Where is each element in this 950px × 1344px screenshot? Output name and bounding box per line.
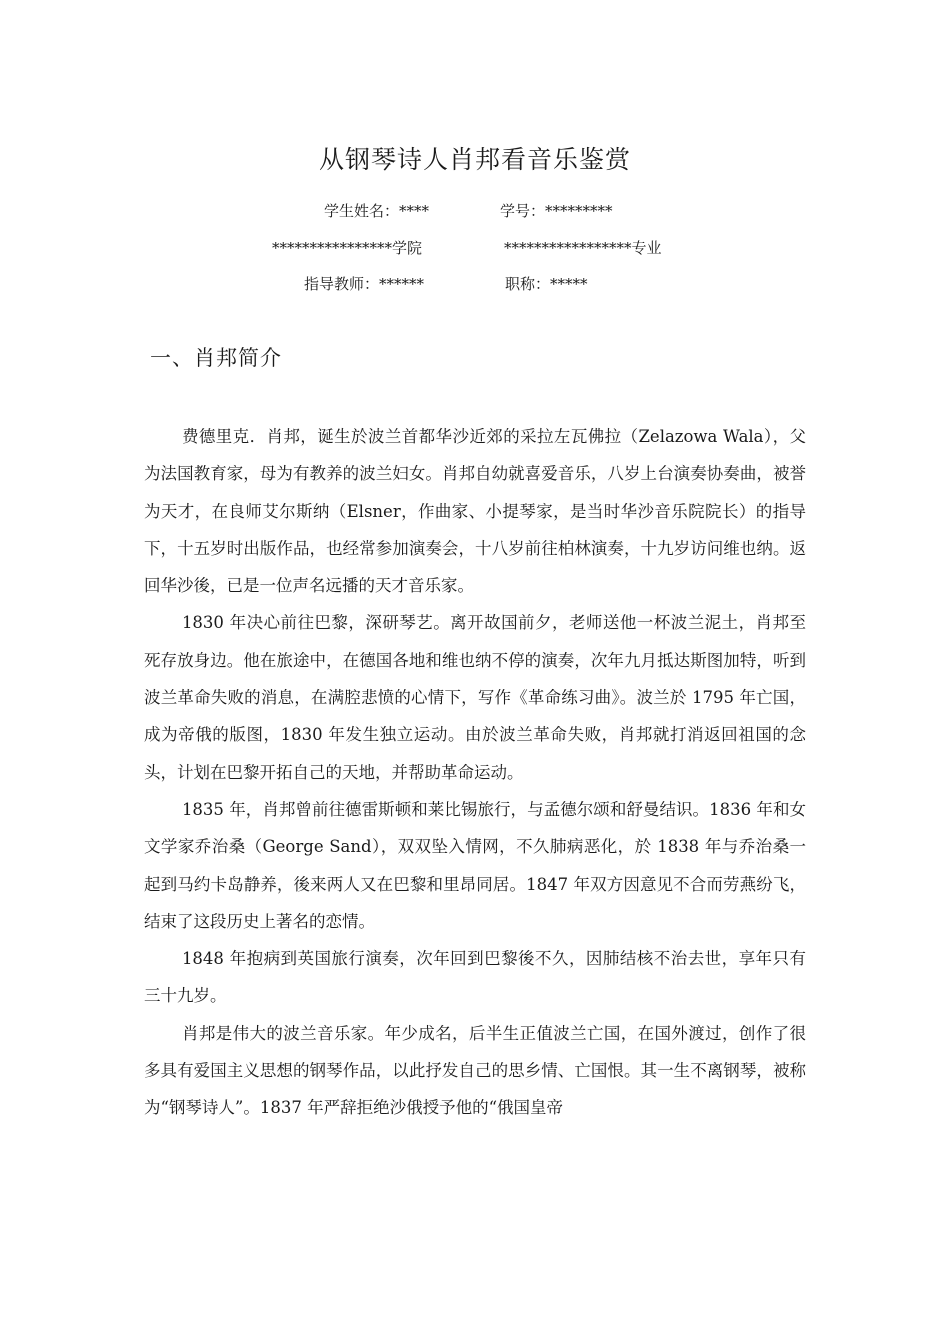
paragraph: 1848 年抱病到英国旅行演奏，次年回到巴黎後不久，因肺结核不治去世，享年只有三十九岁。 (144, 949, 806, 1006)
section-body (144, 418, 806, 1127)
paragraph: 1830 年决心前往巴黎，深研琴艺。离开故国前夕，老师送他一杯波兰泥土，肖邦至死存放身边。他在旅途中，在德国各地和维也纳不停的演奏，次年九月抵达斯图加特，听到波兰革命失败的消息，在满腔悲愤的心情下，写作《革命练习曲》。波兰於 1795 年亡国，成为帝俄的版图，1830 年发生独立运动。由於波兰革命失败，肖邦就打消返回祖国的念头，计划在巴黎开拓自己的天地，并帮助革命运动。 (144, 613, 806, 782)
meta-row-college (0, 237, 950, 257)
meta-row-advisor (0, 273, 950, 293)
paragraph: 费德里克．肖邦，诞生於波兰首都华沙近郊的采拉左瓦佛拉（Zelazowa Wala），父为法国教育家，母为有教养的波兰妇女。肖邦自幼就喜爱音乐，八岁上台演奏协奏曲，被誉为天才，在良师艾尔斯纳（Elsner，作曲家、小提琴家，是当时华沙音乐院院长）的指导下，十五岁时出版作品，也经常参加演奏会，十八岁前往柏林演奏，十九岁访问维也纳。返回华沙後，已是一位声名远播的天才音乐家。 (144, 427, 806, 596)
paragraph: 肖邦是伟大的波兰音乐家。年少成名，后半生正值波兰亡国，在国外渡过，创作了很多具有爱国主义思想的钢琴作品，以此抒发自己的思乡情、亡国恨。其一生不离钢琴，被称为“钢琴诗人”。1837 年严辞拒绝沙俄授予他的“俄国皇帝 (144, 1023, 806, 1118)
major-name: *****************专业 (504, 239, 662, 257)
student-id: 学号：********* (500, 202, 613, 220)
student-name: 学生姓名：**** (324, 202, 430, 220)
section-heading: 一、肖邦简介 (150, 346, 282, 370)
paper-title: 从钢琴诗人肖邦看音乐鉴赏 (318, 145, 631, 174)
college-name: ****************学院 (272, 239, 423, 257)
advisor-name: 指导教师：****** (304, 275, 425, 293)
meta-row-student (0, 200, 950, 220)
advisor-title: 职称：***** (505, 275, 588, 293)
paragraph: 1835 年，肖邦曾前往德雷斯顿和莱比锡旅行，与孟德尔颂和舒曼结识。1836 年和女文学家乔治桑（George Sand），双双坠入情网，不久肺病恶化，於 1838 年与乔治桑一起到马约卡岛静养，後来两人又在巴黎和里昂同居。1847 年双方因意见不合而劳燕纷飞，结束了这段历史上著名的恋情。 (144, 799, 806, 931)
